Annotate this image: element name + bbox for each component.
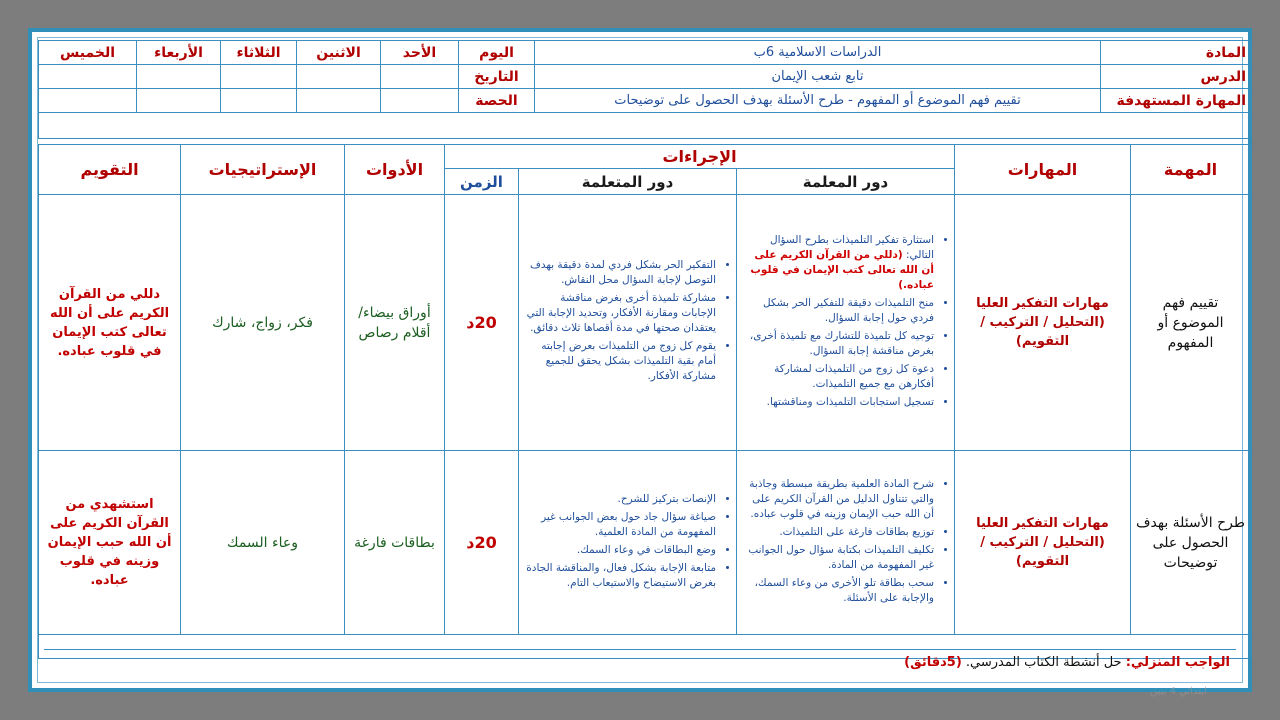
list-item: • وضع البطاقات في وعاء السمك. bbox=[523, 543, 716, 558]
lesson-value: تابع شعب الإيمان bbox=[535, 65, 1101, 89]
time-cell: 20د bbox=[445, 451, 519, 635]
lesson-plan-sheet bbox=[28, 28, 1252, 692]
list-item: • منح التلميذات دقيقة للتفكير الحر بشكل فردي حول إجابة السؤال. bbox=[741, 296, 934, 326]
strategy-cell: فكر، زواج، شارك bbox=[181, 195, 345, 451]
col-tools: الأدوات bbox=[345, 145, 445, 195]
subject-label: المادة bbox=[1101, 41, 1251, 65]
homework-label: الواجب المنزلي: bbox=[1125, 655, 1230, 670]
col-time: الزمن bbox=[445, 169, 519, 195]
date-cell[interactable] bbox=[221, 65, 297, 89]
list-item: • صياغة سؤال جاد حول بعض الجوانب غير المفهومة من المادة العلمية. bbox=[523, 510, 716, 540]
task-cell: طرح الأسئلة بهدف الحصول على توضيحات bbox=[1131, 451, 1251, 635]
list-item: • التفكير الحر بشكل فردي لمدة دقيقة بهدف التوصل لإجابة السؤال محل النقاش. bbox=[523, 258, 716, 288]
inner-frame bbox=[37, 37, 1246, 683]
period-cell[interactable] bbox=[221, 89, 297, 113]
list-item: • تسجيل استجابات التلميذات ومناقشتها. bbox=[741, 395, 934, 410]
day-wednesday: الأربعاء bbox=[137, 41, 221, 65]
subject-value: الدراسات الاسلامية 6ب bbox=[535, 41, 1101, 65]
col-procedures: الإجراءات bbox=[445, 145, 955, 169]
day-label: اليوم bbox=[459, 41, 535, 65]
lesson-label: الدرس bbox=[1101, 65, 1251, 89]
list-item: • الإنصات بتركيز للشرح. bbox=[523, 492, 716, 507]
task-cell: تقييم فهم الموضوع أو المفهوم bbox=[1131, 195, 1251, 451]
skills-cell: مهارات التفكير العليا (التحليل / التركيب / التقويم) bbox=[955, 195, 1131, 451]
date-label: التاريخ bbox=[459, 65, 535, 89]
student-role-cell bbox=[519, 195, 737, 451]
list-item: • سحب بطاقة تلو الأخرى من وعاء السمك، والإجابة على الأسئلة. bbox=[741, 576, 934, 606]
day-sunday: الأحد bbox=[381, 41, 459, 65]
col-evaluation: التقويم bbox=[39, 145, 181, 195]
day-thursday: الخميس bbox=[39, 41, 137, 65]
date-cell[interactable] bbox=[39, 65, 137, 89]
col-student-role: دور المتعلمة bbox=[519, 169, 737, 195]
teacher-role-cell bbox=[737, 451, 955, 635]
col-skills: المهارات bbox=[955, 145, 1131, 195]
col-teacher-role: دور المعلمة bbox=[737, 169, 955, 195]
list-item: • توزيع بطاقات فارغة على التلميذات. bbox=[741, 525, 934, 540]
strategy-cell: وعاء السمك bbox=[181, 451, 345, 635]
table-row bbox=[39, 451, 1251, 635]
list-item: • يقوم كل زوج من التلميذات بعرض إجابته أمام بقية التلميذات بشكل يحقق للجميع مشاركة الأفكار. bbox=[523, 339, 716, 384]
tools-cell: أوراق بيضاء/ أقلام رصاص bbox=[345, 195, 445, 451]
col-task: المهمة bbox=[1131, 145, 1251, 195]
list-item: • دعوة كل زوج من التلميذات لمشاركة أفكارهن مع جميع التلميذات. bbox=[741, 362, 934, 392]
list-item: • متابعة الإجابة بشكل فعال، والمناقشة الجادة بغرض الاستيضاح والاستيعاب التام. bbox=[523, 561, 716, 591]
period-cell[interactable] bbox=[137, 89, 221, 113]
homework-text: حل أنشطة الكتاب المدرسي. bbox=[965, 655, 1122, 670]
tools-cell: بطاقات فارغة bbox=[345, 451, 445, 635]
watermark: ابتدائي 4 بنين bbox=[1150, 686, 1207, 697]
evaluation-cell: دللي من القرآن الكريم على أن الله تعالى كتب الإيمان في قلوب عباده. bbox=[39, 195, 181, 451]
day-monday: الاثنين bbox=[297, 41, 381, 65]
evaluation-cell: استشهدي من القرآن الكريم على أن الله حبب الإيمان وزينه في قلوب عباده. bbox=[39, 451, 181, 635]
period-label: الحصة bbox=[459, 89, 535, 113]
col-strategies: الإستراتيجيات bbox=[181, 145, 345, 195]
spacer-row bbox=[39, 113, 1251, 139]
period-cell[interactable] bbox=[381, 89, 459, 113]
date-cell[interactable] bbox=[381, 65, 459, 89]
list-item: • شرح المادة العلمية بطريقة مبسطة وجاذبة والتي تتناول الدليل من القرآن الكريم على أن الله حبب الإيمان وزينه في قلوب عباده. bbox=[741, 477, 934, 522]
target-skill-label: المهارة المستهدفة bbox=[1101, 89, 1251, 113]
target-skill-value: تقييم فهم الموضوع أو المفهوم - طرح الأسئلة بهدف الحصول على توضيحات bbox=[535, 89, 1101, 113]
list-item: • مشاركة تلميذة أخرى بغرض مناقشة الإجابات ومقارنة الأفكار، وتحديد الإجابة التي يعتقدان صحتها في مدة أقصاها ثلاث دقائق. bbox=[523, 291, 716, 336]
day-tuesday: الثلاثاء bbox=[221, 41, 297, 65]
period-cell[interactable] bbox=[297, 89, 381, 113]
date-cell[interactable] bbox=[297, 65, 381, 89]
skills-cell: مهارات التفكير العليا (التحليل / التركيب / التقويم) bbox=[955, 451, 1131, 635]
teacher-role-cell bbox=[737, 195, 955, 451]
time-cell: 20د bbox=[445, 195, 519, 451]
homework-time: (5دقائق) bbox=[904, 655, 962, 670]
table-row bbox=[39, 195, 1251, 451]
header-table bbox=[38, 40, 1251, 139]
list-item: • استثارة تفكير التلميذات بطرح السؤال التالي: (دللي من القرآن الكريم على أن الله تعالى كتب الإيمان في قلوب عباده.) bbox=[741, 233, 934, 293]
student-role-cell bbox=[519, 451, 737, 635]
date-cell[interactable] bbox=[137, 65, 221, 89]
procedures-table bbox=[38, 144, 1251, 659]
list-item: • تكليف التلميذات بكتابة سؤال حول الجوانب غير المفهومة من المادة. bbox=[741, 543, 934, 573]
period-cell[interactable] bbox=[39, 89, 137, 113]
homework-line bbox=[44, 649, 1236, 676]
list-item: • توجيه كل تلميذة للتشارك مع تلميذة أخرى، بغرض مناقشة إجابة السؤال. bbox=[741, 329, 934, 359]
